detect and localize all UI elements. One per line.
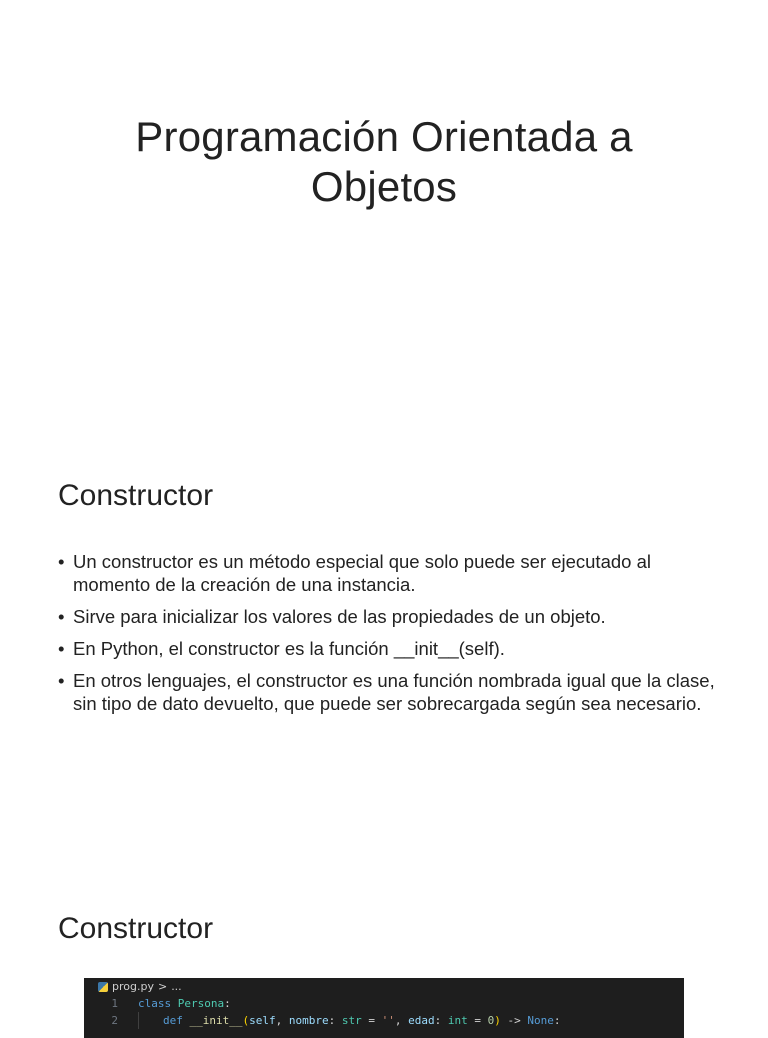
breadcrumb-more: ... — [171, 980, 182, 993]
code-param: edad — [408, 1014, 435, 1027]
code-breadcrumb — [84, 978, 684, 995]
python-file-icon — [98, 982, 108, 992]
indent-guide — [138, 1012, 139, 1029]
code-number: 0 — [487, 1014, 495, 1027]
bullet-list — [58, 550, 716, 724]
code-punctuation: : — [553, 1014, 561, 1027]
code-keyword: class — [138, 997, 172, 1010]
slide-heading: Constructor — [58, 479, 214, 512]
code-line — [84, 995, 684, 1012]
bullet-item: • Un constructor es un método especial que solo puede ser ejecutado al momento de la creación de una instancia. — [58, 550, 716, 596]
constructor-bullets-slide — [0, 432, 768, 864]
title-slide — [0, 0, 768, 432]
code-type: str — [341, 1014, 362, 1027]
bullet-item: • Sirve para inicializar los valores de las propiedades de un objeto. — [58, 605, 716, 628]
code-type: int — [447, 1014, 468, 1027]
code-class-name: Persona — [177, 997, 225, 1010]
code-editor-screenshot — [84, 978, 684, 1038]
constructor-code-slide — [0, 864, 768, 1027]
bullet-item: • En otros lenguajes, el constructor es una función nombrada igual que la clase, sin tipo de dato devuelto, que puede ser sobrecargada según sea necesario. — [58, 669, 716, 715]
line-number: 2 — [111, 1014, 118, 1027]
presentation-title: Programación Orientada a Objetos — [135, 113, 633, 210]
code-line — [84, 1012, 684, 1029]
code-string: '' — [381, 1014, 395, 1027]
code-punctuation: ) — [494, 1014, 501, 1027]
code-punctuation: = — [361, 1014, 382, 1027]
breadcrumb-file: prog.py — [112, 980, 154, 993]
code-param: nombre — [288, 1014, 329, 1027]
code-punctuation: = — [467, 1014, 488, 1027]
breadcrumb-separator: > — [157, 980, 168, 993]
code-punctuation: , — [275, 1014, 289, 1027]
code-punctuation: : — [328, 1014, 342, 1027]
line-number: 1 — [111, 997, 118, 1010]
code-punctuation: : — [434, 1014, 448, 1027]
code-punctuation: , — [394, 1014, 409, 1027]
slide-heading: Constructor — [58, 912, 214, 945]
code-keyword: None — [527, 1014, 554, 1027]
bullet-item: • En Python, el constructor es la función __init__(self). — [58, 637, 716, 660]
code-param: self — [249, 1014, 276, 1027]
code-function-name: __init__ — [189, 1014, 243, 1027]
code-punctuation: -> — [500, 1014, 528, 1027]
code-keyword: def — [163, 1014, 183, 1027]
code-punctuation: ( — [242, 1014, 250, 1027]
code-punctuation: : — [224, 997, 231, 1010]
